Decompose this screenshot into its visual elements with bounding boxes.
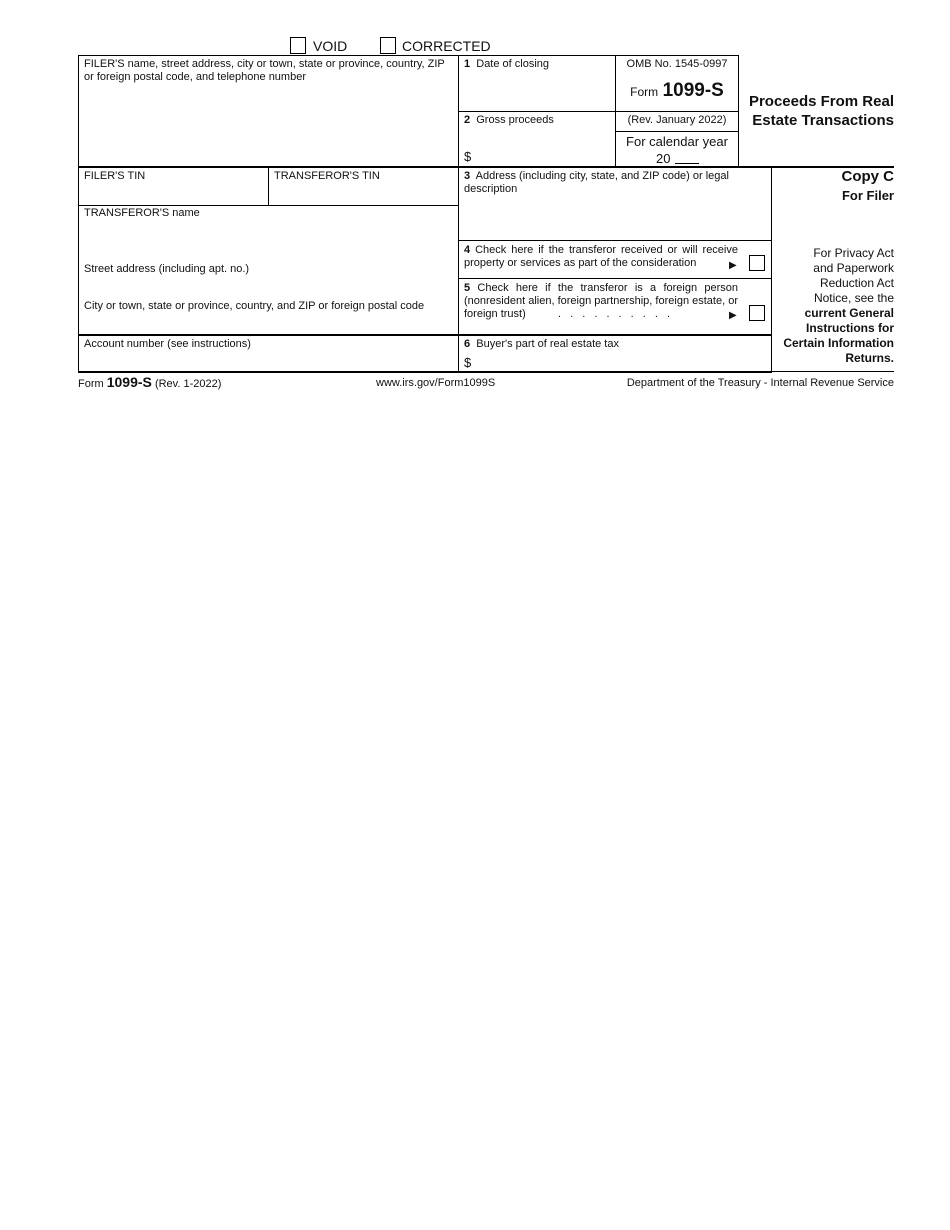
account-number-label: Account number (see instructions)	[84, 338, 251, 350]
box5-text: Check here if the transferor is a foreign person (nonresident alien, foreign partnership, foreign estate, or foreign trust)	[464, 282, 738, 320]
footer-revision: (Rev. 1-2022)	[154, 378, 222, 390]
date-of-closing-field[interactable]	[460, 74, 612, 109]
form-title-line2: Estate Transactions	[752, 112, 894, 129]
box2-number: 2	[464, 114, 471, 126]
form-number: 1099-S	[662, 80, 724, 101]
privacy-notice	[775, 246, 894, 366]
box6-text: Buyer's part of real estate tax	[476, 338, 619, 350]
rule-copy-left	[771, 167, 772, 372]
box5-checkbox[interactable]	[749, 305, 765, 321]
filer-tin-label: FILER'S TIN	[84, 170, 146, 182]
transferor-name-field[interactable]	[80, 222, 456, 260]
box6-dollar-sign: $	[464, 355, 472, 370]
form-title-line1: Proceeds From Real	[748, 93, 894, 110]
rule-box3-bottom	[458, 240, 772, 241]
rule-mid	[458, 55, 459, 372]
box4-text: Check here if the transferor received or will receive property or services as part of the consideration	[464, 244, 738, 269]
box1-number: 1	[464, 58, 471, 70]
footer-department: Department of the Treasury - Internal Revenue Service	[626, 377, 894, 389]
rule-top	[78, 55, 738, 56]
box6-label	[464, 338, 619, 351]
filer-tin-field[interactable]	[80, 184, 266, 204]
privacy-notice-line: and Paperwork	[813, 261, 894, 275]
form-number-block	[616, 80, 738, 103]
void-label: VOID	[313, 38, 348, 54]
box3-number: 3	[464, 170, 471, 182]
box2-dollar-sign: $	[464, 149, 472, 164]
box4-arrow-icon: ▶	[729, 260, 737, 271]
filer-name-field[interactable]	[80, 85, 456, 165]
privacy-notice-line: For Privacy Act	[813, 246, 894, 260]
rule-left	[78, 55, 79, 372]
rule-row-account-top	[78, 334, 772, 336]
box2-label	[464, 114, 554, 127]
box4-label	[464, 244, 738, 270]
box5-leader-dots: . . . . . . . . . .	[558, 308, 674, 320]
rule-box1-bottom	[458, 111, 738, 112]
rule-bottom	[78, 371, 772, 373]
street-address-label: Street address (including apt. no.)	[84, 263, 250, 275]
footer-form-prefix: Form	[78, 378, 104, 390]
filer-name-label: FILER'S name, street address, city or town, state or province, country, ZIP or foreign postal code, and telephone number	[84, 58, 445, 83]
privacy-notice-line: Returns.	[845, 351, 894, 365]
transferor-tin-field[interactable]	[270, 184, 456, 204]
rule-rev-bottom	[615, 131, 738, 132]
account-number-field[interactable]	[80, 352, 456, 370]
calendar-year-prefix: 20	[656, 151, 671, 166]
form-title	[740, 92, 894, 130]
box5-number: 5	[464, 282, 471, 294]
box4-number: 4	[464, 244, 471, 256]
privacy-notice-line: Reduction Act	[819, 276, 894, 290]
rule-omb-right	[738, 55, 739, 167]
copy-heading: Copy C	[841, 168, 894, 185]
rule-bottom-right	[772, 371, 894, 372]
property-address-field[interactable]	[460, 186, 769, 238]
calendar-year-field[interactable]	[675, 163, 699, 164]
street-address-field[interactable]	[80, 278, 456, 298]
rule-box4-bottom	[458, 278, 772, 279]
box2-text: Gross proceeds	[476, 114, 554, 126]
void-checkbox[interactable]	[290, 37, 306, 54]
calendar-year-label: For calendar year	[626, 134, 728, 149]
rule-omb-left	[615, 55, 616, 167]
box3-text: Address (including city, state, and ZIP code) or legal description	[464, 170, 729, 195]
form-revision: (Rev. January 2022)	[627, 114, 727, 126]
corrected-label: CORRECTED	[402, 38, 491, 54]
rule-tin-bottom	[78, 205, 458, 206]
privacy-notice-line: Notice, see the	[813, 291, 894, 305]
privacy-notice-line: Instructions for	[805, 321, 894, 335]
city-label: City or town, state or province, country, and ZIP or foreign postal code	[84, 300, 425, 312]
gross-proceeds-field[interactable]	[476, 140, 612, 164]
box5-arrow-icon: ▶	[729, 310, 737, 321]
box4-checkbox[interactable]	[749, 255, 765, 271]
transferor-tin-label: TRANSFEROR'S TIN	[274, 170, 380, 182]
buyers-tax-field[interactable]	[476, 352, 768, 370]
omb-number: OMB No. 1545-0997	[626, 58, 728, 70]
transferor-name-label: TRANSFEROR'S name	[84, 207, 200, 219]
form-prefix: Form	[630, 85, 659, 99]
box1-text: Date of closing	[476, 58, 550, 70]
rule-tin-split	[268, 167, 269, 205]
copy-subheading: For Filer	[841, 188, 894, 203]
footer-form-number: 1099-S	[106, 374, 152, 390]
box1-label	[464, 58, 549, 71]
box6-number: 6	[464, 338, 471, 350]
privacy-notice-line: Certain Information	[783, 336, 894, 350]
corrected-checkbox[interactable]	[380, 37, 396, 54]
privacy-notice-line: current General	[804, 306, 894, 320]
city-field[interactable]	[80, 315, 456, 333]
footer-url: www.irs.gov/Form1099S	[376, 377, 496, 389]
footer-form-id	[78, 375, 221, 392]
